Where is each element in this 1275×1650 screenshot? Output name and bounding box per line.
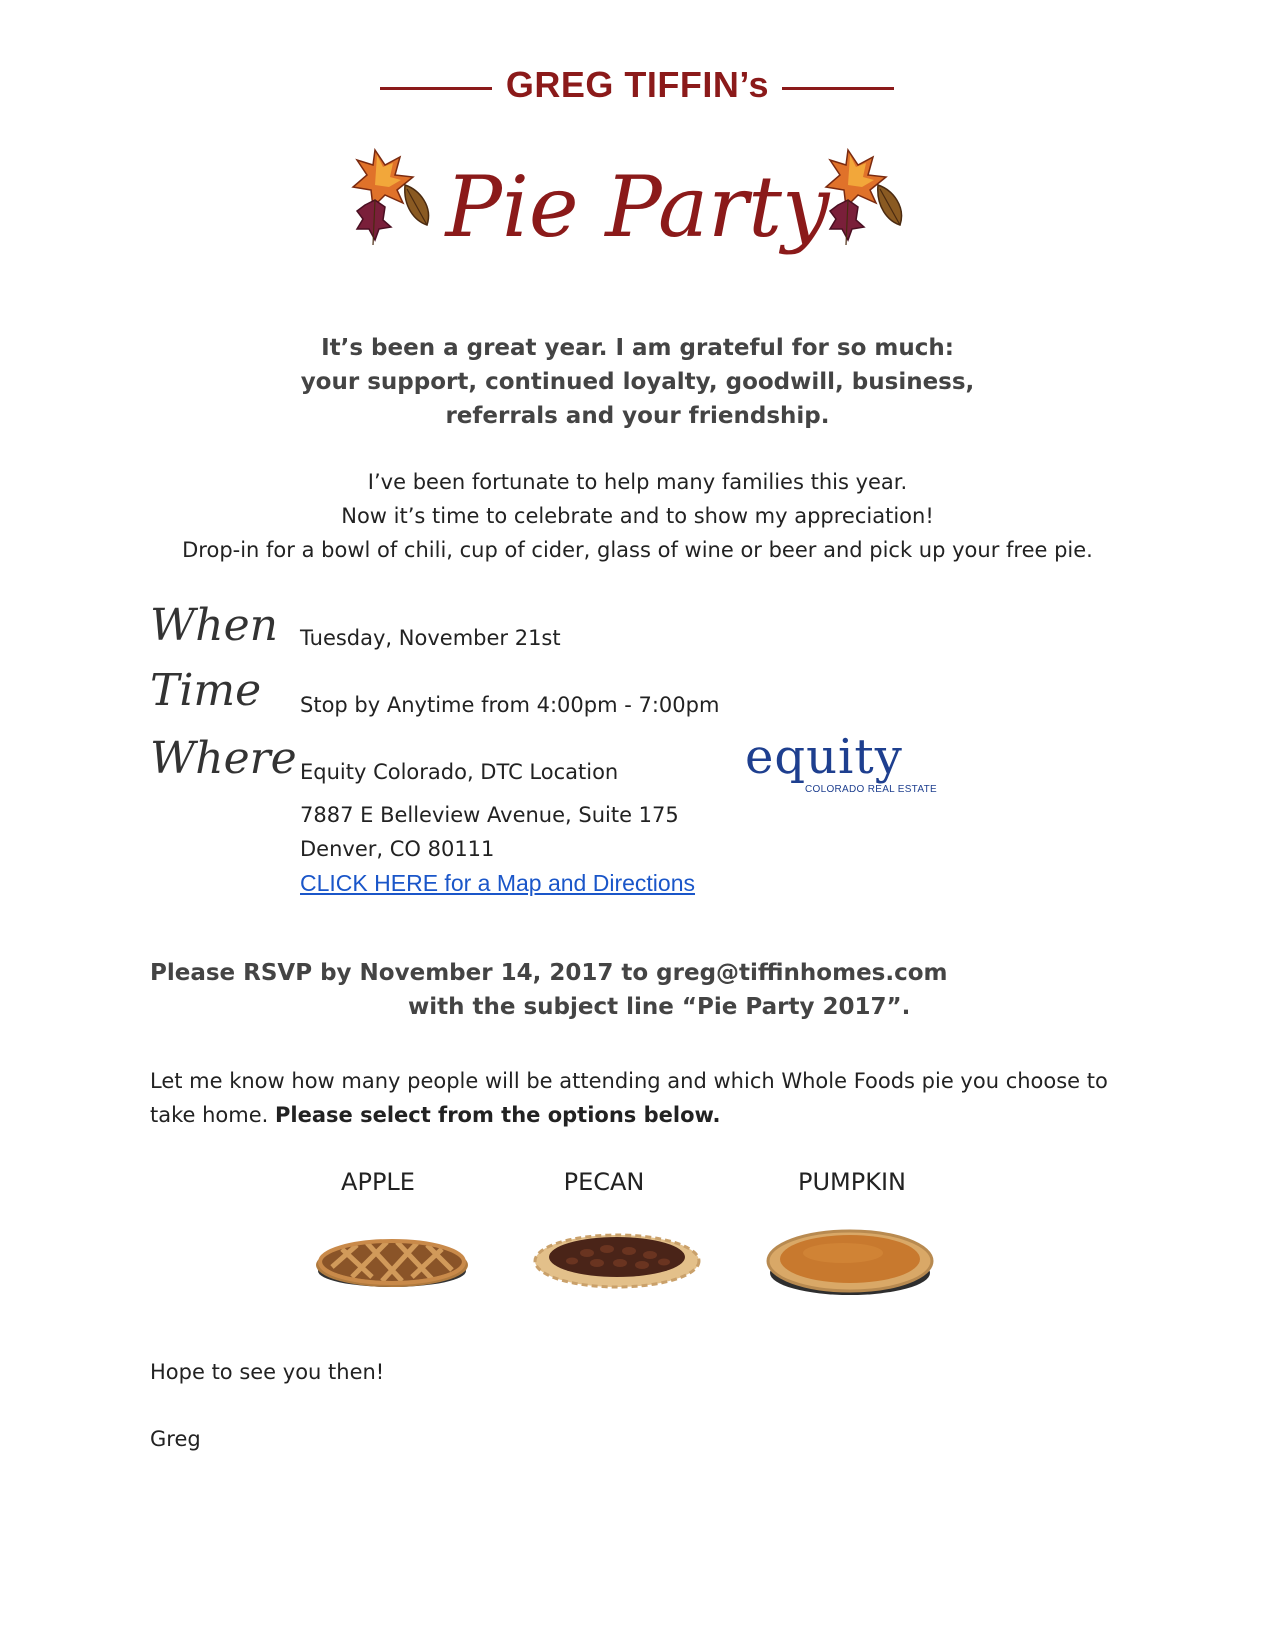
intro-line: Drop-in for a bowl of chili, cup of cider, glass of wine or beer and pick up your free pie.: [182, 538, 1093, 562]
intro-gratitude: [0, 331, 1275, 433]
pie-label-pumpkin: PUMPKIN: [798, 1168, 906, 1196]
header-title: GREG TIFFIN’s: [505, 64, 770, 105]
time-label: Time: [150, 665, 262, 716]
closing-line: Hope to see you then!: [150, 1360, 385, 1384]
intro-line: Now it’s time to celebrate and to show my appreciation!: [341, 504, 934, 528]
pumpkin-pie-icon: [765, 1215, 935, 1300]
header-rule-right: [782, 87, 894, 90]
pecan-pie-icon: [532, 1215, 702, 1295]
pie-label-pecan: PECAN: [563, 1168, 645, 1196]
rsvp-subject-line: with the subject line “Pie Party 2017”.: [408, 994, 911, 1020]
where-label: Where: [150, 733, 297, 784]
equity-logo-subtitle: COLORADO REAL ESTATE: [805, 784, 937, 795]
equity-logo: [745, 730, 945, 800]
when-label: When: [150, 600, 278, 651]
rsvp-notice: [150, 956, 1110, 1024]
autumn-leaves-icon: [818, 145, 908, 245]
map-directions-link[interactable]: CLICK HERE for a Map and Directions: [300, 870, 695, 896]
selection-text: Let me know how many people will be attending and which Whole Foods pie you choose to take home.: [150, 1069, 1108, 1127]
event-title: Pie Party: [445, 158, 830, 256]
intro-invitation: [0, 465, 1275, 567]
intro-line: I’ve been fortunate to help many families this year.: [367, 470, 908, 494]
when-value: Tuesday, November 21st: [300, 626, 561, 650]
where-venue: Equity Colorado, DTC Location: [300, 760, 619, 784]
equity-logo-word: equity: [745, 729, 903, 785]
intro-bold-line: your support, continued loyalty, goodwill, business,: [300, 369, 975, 395]
pie-label-apple: APPLE: [341, 1168, 415, 1196]
pie-selection-instructions: [150, 1064, 1130, 1132]
where-street: 7887 E Belleview Avenue, Suite 175: [300, 803, 679, 827]
intro-bold-line: referrals and your friendship.: [445, 403, 830, 429]
time-value: Stop by Anytime from 4:00pm - 7:00pm: [300, 693, 720, 717]
apple-pie-icon: [312, 1215, 472, 1295]
selection-bold-text: Please select from the options below.: [275, 1103, 721, 1127]
where-city: Denver, CO 80111: [300, 837, 495, 861]
signature: Greg: [150, 1427, 201, 1451]
rsvp-line: Please RSVP by November 14, 2017 to greg@tiffinhomes.com: [150, 960, 948, 986]
intro-bold-line: It’s been a great year. I am grateful for so much:: [321, 335, 954, 361]
